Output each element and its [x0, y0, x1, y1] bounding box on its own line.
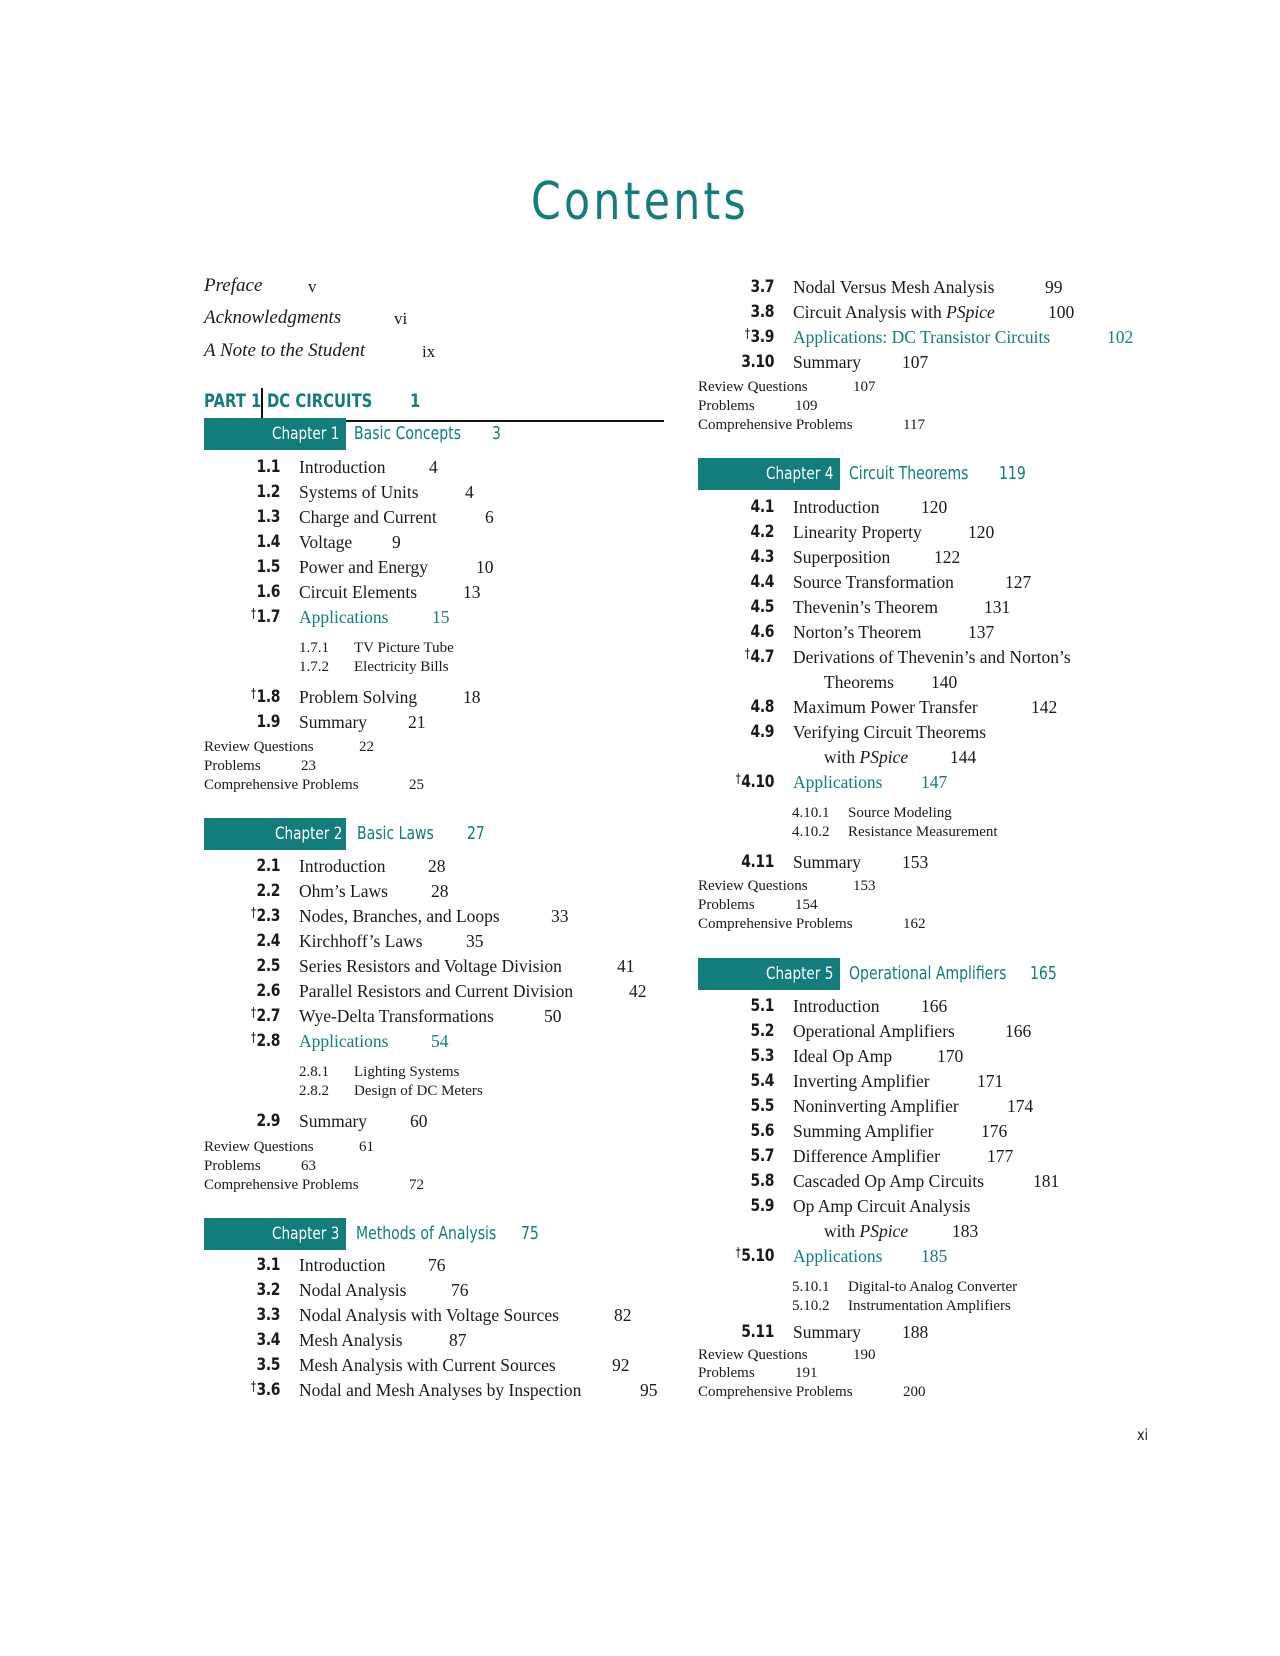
section-title: Mesh Analysis with Current Sources	[299, 1355, 556, 1375]
dagger-mark: †	[250, 687, 256, 702]
section-title: Linearity Property	[793, 522, 922, 542]
section-number: 3.1	[256, 1255, 280, 1275]
toc-problems[interactable]	[698, 1365, 818, 1382]
page-number: 191	[795, 1365, 818, 1381]
page-number: 99	[1045, 277, 1063, 297]
end-matter-label: Review Questions	[204, 1139, 314, 1155]
section-title: Introduction	[299, 457, 386, 477]
section-title: Superposition	[793, 547, 891, 567]
chapter-page: 27	[467, 823, 485, 844]
part-title: DC CIRCUITS	[267, 390, 373, 412]
section-title: Circuit Analysis with PSpice	[793, 302, 995, 322]
chapter-label: Chapter 4	[766, 464, 834, 484]
page-number: 174	[1007, 1096, 1034, 1116]
section-title: Introduction	[299, 856, 386, 876]
section-title: Norton’s Theorem	[793, 622, 922, 642]
page-number: 171	[977, 1071, 1004, 1091]
page-number: 166	[921, 996, 948, 1016]
end-matter-label: Problems	[204, 758, 261, 774]
section-number: 2.5	[256, 956, 280, 976]
page-number: 60	[410, 1111, 428, 1131]
page-number: 28	[428, 856, 446, 876]
chapter-2-heading[interactable]	[204, 818, 664, 850]
section-number: 5.2	[750, 1021, 774, 1041]
section-number: †4.7	[744, 647, 774, 667]
page-number: 127	[1005, 572, 1032, 592]
page-number: 109	[795, 398, 818, 414]
page-number: 92	[612, 1355, 630, 1375]
toc-problems[interactable]	[204, 1158, 316, 1175]
dagger-mark: †	[250, 906, 256, 921]
chapter-label: Chapter 3	[272, 1224, 340, 1244]
toc-review-questions[interactable]	[204, 1139, 374, 1156]
page-number: 147	[921, 772, 948, 792]
section-title: Wye-Delta Transformations	[299, 1006, 494, 1026]
page-number: 144	[950, 747, 977, 767]
subsection-title: Resistance Measurement	[848, 824, 998, 840]
section-title: Applications	[793, 772, 883, 792]
end-matter-label: Review Questions	[698, 379, 808, 395]
toc-review-questions[interactable]	[698, 878, 876, 895]
page-number: 41	[617, 956, 635, 976]
page-number: 107	[902, 352, 929, 372]
page-number: 153	[853, 878, 876, 894]
section-title: Nodal Versus Mesh Analysis	[793, 277, 995, 297]
section-number: 1.5	[256, 557, 280, 577]
toc-problems[interactable]	[204, 758, 316, 775]
section-number: 2.1	[256, 856, 280, 876]
chapter-label: Chapter 1	[272, 424, 340, 444]
page-number: 170	[937, 1046, 964, 1066]
end-matter-label: Review Questions	[698, 1347, 808, 1363]
page-number: 100	[1048, 302, 1075, 322]
chapter-title: Basic Concepts	[354, 423, 462, 444]
chapter-title: Methods of Analysis	[356, 1223, 497, 1244]
section-title: Summary	[299, 712, 368, 732]
section-title: Introduction	[299, 1255, 386, 1275]
end-matter-label: Comprehensive Problems	[698, 916, 853, 932]
section-title: Parallel Resistors and Current Division	[299, 981, 574, 1001]
section-number: 5.7	[750, 1146, 774, 1166]
subsection-number: 2.8.1	[299, 1064, 329, 1080]
page-number: 176	[981, 1121, 1008, 1141]
page-number: 63	[301, 1158, 316, 1174]
section-title: Circuit Elements	[299, 582, 418, 602]
section-title: Noninverting Amplifier	[793, 1096, 959, 1116]
section-title: Maximum Power Transfer	[793, 697, 978, 717]
subsection-title: Electricity Bills	[354, 659, 449, 675]
section-title: Ideal Op Amp	[793, 1046, 893, 1066]
subsection-title: Source Modeling	[848, 805, 952, 821]
section-number: 1.1	[256, 457, 280, 477]
dagger-mark: †	[250, 1380, 256, 1395]
section-title: Kirchhoff’s Laws	[299, 931, 423, 951]
page-number: 131	[984, 597, 1011, 617]
toc-comprehensive-problems[interactable]	[204, 777, 424, 794]
page-number: 153	[902, 852, 929, 872]
section-number: 4.11	[741, 852, 774, 872]
folio-page-number: xi	[1136, 1426, 1149, 1444]
section-number: †4.10	[735, 772, 774, 792]
section-number: 3.2	[256, 1280, 280, 1300]
section-number: 4.9	[750, 722, 774, 742]
page-number: 23	[301, 758, 316, 774]
page-number: vi	[394, 309, 408, 328]
section-number: 1.2	[256, 482, 280, 502]
page-number: 72	[409, 1177, 424, 1193]
section-number: 4.2	[750, 522, 774, 542]
page-number: 9	[392, 532, 401, 552]
page-number: 117	[903, 417, 925, 433]
chapter-label: Chapter 2	[275, 824, 343, 844]
section-title: Ohm’s Laws	[299, 881, 388, 901]
section-number: 2.4	[256, 931, 280, 951]
dagger-mark: †	[744, 647, 750, 662]
toc-problems[interactable]	[698, 398, 818, 415]
page-number: 183	[952, 1221, 979, 1241]
section-number: 5.4	[750, 1071, 774, 1091]
section-number: 3.4	[256, 1330, 280, 1350]
end-matter-label: Comprehensive Problems	[204, 777, 359, 793]
toc-comprehensive-problems[interactable]	[698, 916, 926, 933]
page-number: 166	[1005, 1021, 1032, 1041]
dagger-mark: †	[250, 1006, 256, 1021]
page-number: 137	[968, 622, 995, 642]
section-title: Derivations of Thevenin’s and Norton’s	[793, 647, 1071, 667]
section-title: Problem Solving	[299, 687, 418, 707]
section-title-continued: with PSpice	[824, 747, 909, 767]
page-number: 162	[903, 916, 926, 932]
section-title: Source Transformation	[793, 572, 954, 592]
toc-review-questions[interactable]	[698, 1347, 876, 1364]
chapter-title: Basic Laws	[357, 823, 434, 844]
chapter-label: Chapter 5	[766, 964, 834, 984]
subsection-number: 5.10.2	[792, 1298, 830, 1314]
page-number: 122	[934, 547, 961, 567]
section-number: 4.8	[750, 697, 774, 717]
end-matter-label: Problems	[698, 1365, 755, 1381]
page-number: 4	[465, 482, 474, 502]
chapter-3-heading[interactable]	[204, 1218, 664, 1250]
chapter-title: Operational Amplifiers	[849, 963, 1007, 984]
subsection-title: Design of DC Meters	[354, 1083, 483, 1099]
page-number: 21	[408, 712, 426, 732]
page-number: 33	[551, 906, 569, 926]
section-number: 4.3	[750, 547, 774, 567]
toc-entry-acknowledgments[interactable]	[204, 307, 408, 329]
page-number: 102	[1107, 327, 1134, 347]
section-title-continued: with PSpice	[824, 1221, 909, 1241]
section-number: 5.6	[750, 1121, 774, 1141]
section-number: †3.6	[250, 1380, 280, 1400]
section-number: 3.8	[750, 302, 774, 322]
chapter-page: 165	[1030, 963, 1057, 984]
toc-comprehensive-problems[interactable]	[204, 1177, 424, 1194]
section-title: Introduction	[793, 996, 880, 1016]
toc-comprehensive-problems[interactable]	[698, 1384, 926, 1401]
subsection-number: 5.10.1	[792, 1279, 830, 1295]
section-title: Difference Amplifier	[793, 1146, 940, 1166]
page-number: 190	[853, 1347, 876, 1363]
dagger-mark: †	[250, 1031, 256, 1046]
section-number: †2.7	[250, 1006, 280, 1026]
section-number: 4.1	[750, 497, 774, 517]
page-number: ix	[422, 342, 436, 361]
page-number: 4	[429, 457, 438, 477]
page-number: 200	[903, 1384, 926, 1400]
subsection-title: Instrumentation Amplifiers	[848, 1298, 1011, 1314]
subsection-number: 4.10.2	[792, 824, 830, 840]
section-number: 5.9	[750, 1196, 774, 1216]
section-title: Applications	[793, 1246, 883, 1266]
section-number: 2.2	[256, 881, 280, 901]
chapter-page: 75	[521, 1223, 539, 1244]
section-number: 1.9	[256, 712, 280, 732]
section-number: 5.5	[750, 1096, 774, 1116]
section-title: Series Resistors and Voltage Division	[299, 956, 562, 976]
section-title: Charge and Current	[299, 507, 437, 527]
section-title: Summary	[793, 1322, 862, 1342]
toc-entry-preface[interactable]	[204, 275, 317, 297]
end-matter-label: Review Questions	[698, 878, 808, 894]
section-number: 5.8	[750, 1171, 774, 1191]
section-title: Systems of Units	[299, 482, 419, 502]
section-number: 2.9	[256, 1111, 280, 1131]
page-number: 140	[931, 672, 958, 692]
entry-title: Preface	[204, 275, 263, 296]
page-number: 185	[921, 1246, 948, 1266]
page-number: 6	[485, 507, 494, 527]
part-heading[interactable]	[204, 388, 664, 422]
subsection-number: 1.7.2	[299, 659, 329, 675]
page-number: 177	[987, 1146, 1014, 1166]
page-number: 95	[640, 1380, 658, 1400]
page-number: 15	[432, 607, 450, 627]
section-title: Voltage	[299, 532, 353, 552]
page-number: 181	[1033, 1171, 1060, 1191]
section-number: 4.5	[750, 597, 774, 617]
page-number: v	[308, 277, 317, 296]
section-number: †1.8	[250, 687, 280, 707]
subsection-number: 4.10.1	[792, 805, 830, 821]
section-title: Summing Amplifier	[793, 1121, 934, 1141]
section-title: Power and Energy	[299, 557, 428, 577]
page-number: 188	[902, 1322, 929, 1342]
subsection-title: Digital-to Analog Converter	[848, 1279, 1018, 1295]
section-title: Applications: DC Transistor Circuits	[793, 327, 1051, 347]
subsection-title: Lighting Systems	[354, 1064, 460, 1080]
page-number: 54	[431, 1031, 449, 1051]
page-number: 87	[449, 1330, 467, 1350]
page-number: 28	[431, 881, 449, 901]
page-number: 18	[463, 687, 481, 707]
dagger-mark: †	[744, 327, 750, 342]
section-title: Applications	[299, 1031, 389, 1051]
section-title: Summary	[793, 852, 862, 872]
section-number: 1.6	[256, 582, 280, 602]
end-matter-label: Comprehensive Problems	[204, 1177, 359, 1193]
chapter-1-heading[interactable]	[204, 418, 664, 450]
page-number: 22	[359, 739, 374, 755]
section-number: 3.3	[256, 1305, 280, 1325]
section-title: Summary	[299, 1111, 368, 1131]
section-title: Introduction	[793, 497, 880, 517]
section-title: Applications	[299, 607, 389, 627]
section-number: 1.3	[256, 507, 280, 527]
part-page: 1	[410, 390, 421, 412]
dagger-mark: †	[250, 607, 256, 622]
section-number: 5.1	[750, 996, 774, 1016]
page-number: 50	[544, 1006, 562, 1026]
page-number: 13	[463, 582, 481, 602]
page-title: Contents	[530, 172, 750, 232]
section-title: Nodal Analysis	[299, 1280, 407, 1300]
end-matter-label: Problems	[204, 1158, 261, 1174]
section-title: Thevenin’s Theorem	[793, 597, 938, 617]
page-number: 61	[359, 1139, 374, 1155]
page-number: 76	[451, 1280, 469, 1300]
section-number: 5.11	[741, 1322, 774, 1342]
page-number: 154	[795, 897, 818, 913]
section-title: Operational Amplifiers	[793, 1021, 955, 1041]
page-number: 120	[968, 522, 995, 542]
section-number: 3.10	[741, 352, 774, 372]
page-number: 42	[629, 981, 647, 1001]
section-number: 2.6	[256, 981, 280, 1001]
section-number: 4.4	[750, 572, 774, 592]
entry-title: Acknowledgments	[204, 307, 342, 328]
chapter-page: 119	[999, 463, 1026, 484]
page-number: 35	[466, 931, 484, 951]
dagger-mark: †	[735, 772, 741, 787]
section-number: †5.10	[735, 1246, 774, 1266]
section-number: 5.3	[750, 1046, 774, 1066]
section-title: Summary	[793, 352, 862, 372]
end-matter-label: Comprehensive Problems	[698, 1384, 853, 1400]
chapter-4-heading[interactable]	[698, 458, 1158, 490]
page-number: 25	[409, 777, 424, 793]
section-title: Op Amp Circuit Analysis	[793, 1196, 971, 1216]
subsection-number: 1.7.1	[299, 640, 329, 656]
page-number: 107	[853, 379, 876, 395]
section-title: Inverting Amplifier	[793, 1071, 930, 1091]
section-number: †2.8	[250, 1031, 280, 1051]
section-number: 1.4	[256, 532, 280, 552]
toc-review-questions[interactable]	[698, 379, 876, 396]
entry-title: A Note to the Student	[204, 340, 366, 361]
section-title-continued: Theorems	[824, 672, 894, 692]
end-matter-label: Review Questions	[204, 739, 314, 755]
section-title: Nodal and Mesh Analyses by Inspection	[299, 1380, 582, 1400]
toc-problems[interactable]	[698, 897, 818, 914]
section-number: 3.5	[256, 1355, 280, 1375]
toc-review-questions[interactable]	[204, 739, 374, 756]
section-title: Mesh Analysis	[299, 1330, 403, 1350]
dagger-mark: †	[735, 1246, 741, 1261]
chapter-page: 3	[492, 423, 501, 444]
section-number: †3.9	[744, 327, 774, 347]
toc-comprehensive-problems[interactable]	[698, 417, 925, 434]
section-title: Verifying Circuit Theorems	[793, 722, 987, 742]
page-number: 142	[1031, 697, 1058, 717]
end-matter-label: Problems	[698, 897, 755, 913]
section-number: 3.7	[750, 277, 774, 297]
page-number: 10	[476, 557, 494, 577]
section-title: Nodes, Branches, and Loops	[299, 906, 500, 926]
page-number: 82	[614, 1305, 632, 1325]
end-matter-label: Problems	[698, 398, 755, 414]
section-number: †1.7	[250, 607, 280, 627]
page-number: 76	[428, 1255, 446, 1275]
section-number: 4.6	[750, 622, 774, 642]
chapter-5-heading[interactable]	[698, 958, 1158, 990]
section-number: †2.3	[250, 906, 280, 926]
subsection-number: 2.8.2	[299, 1083, 329, 1099]
chapter-title: Circuit Theorems	[849, 463, 969, 484]
page-number: 120	[921, 497, 948, 517]
section-title: Nodal Analysis with Voltage Sources	[299, 1305, 559, 1325]
end-matter-label: Comprehensive Problems	[698, 417, 853, 433]
section-title: Cascaded Op Amp Circuits	[793, 1171, 985, 1191]
toc-entry-note-to-student[interactable]	[204, 340, 436, 362]
subsection-title: TV Picture Tube	[354, 640, 454, 656]
part-label: PART 1	[204, 390, 262, 412]
